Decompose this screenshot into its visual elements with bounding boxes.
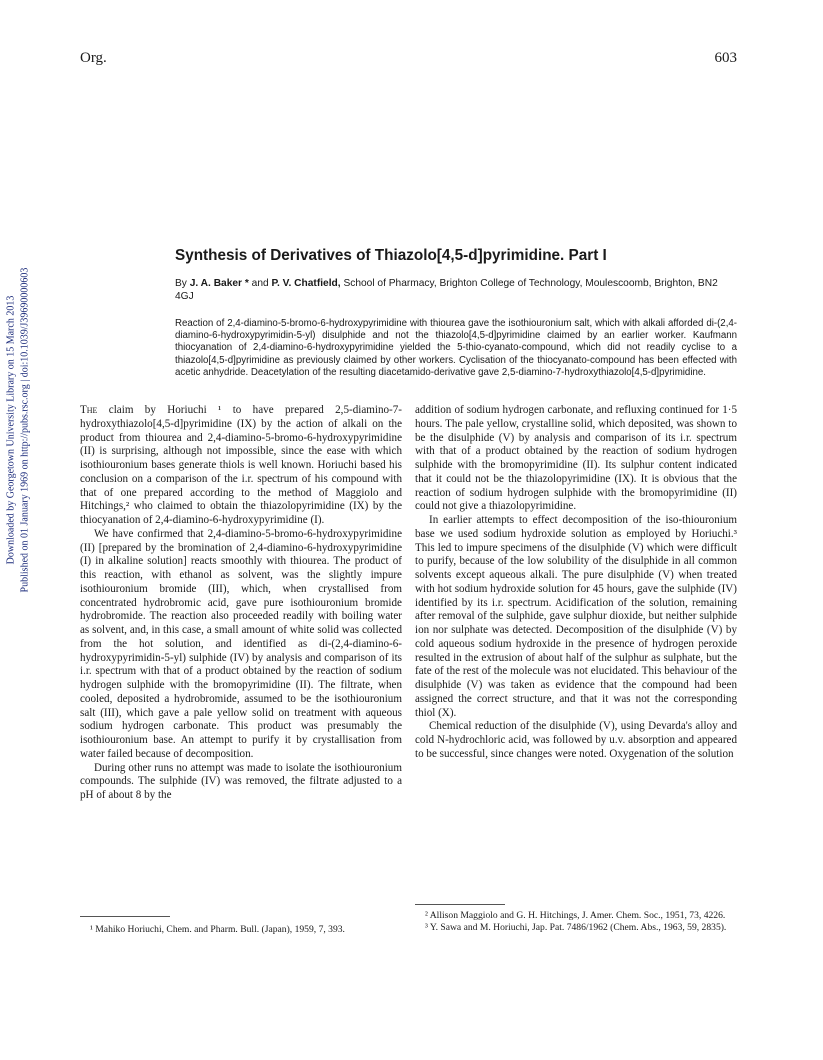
download-notice: Downloaded by Georgetown University Library on 15 March 2013: [5, 295, 17, 565]
sidebar-citation: [0, 0, 36, 1060]
authors-prefix: By: [175, 278, 187, 289]
paragraph: addition of sodium hydrogen carbonate, and refluxing continued for 1·5 hours. The pale yellow, crystalline solid, which deposited, was shown to be the disulphide (V) by analysis and comparison of its i.r. spectrum with that of a product obtained by the reaction of sodium hydrogen sulphide with the bromopyrimidine (II). Its sulphur content indicated that it could not be the thiazolopyrimidine (IX). It is obvious that the reaction of sodium hydrogen sulphide with the bromopyrimidine (II) could not give a thiazolopyrimidine.: [415, 404, 737, 513]
author-name: J. A. Baker *: [189, 278, 249, 289]
authors-conjunction: and: [251, 278, 269, 289]
author-name: P. V. Chatfield,: [271, 278, 341, 289]
publication-notice[interactable]: Published on 01 January 1969 on http://pubs.rsc.org | doi:10.1039/J39690000603: [19, 267, 31, 593]
body-column-right: [415, 404, 737, 762]
paragraph: In earlier attempts to effect decomposition of the iso-thiouronium base we used sodium hydroxide solution as employed by Horiuchi.³ This led to impure specimens of the disulphide (V) which were difficult to purify, because of the low solubility of the disulphide in all common solvents except aqueous alkali. The pure disulphide (V) when treated with hot sodium hydroxide solution for 45 hours, gave the sulphide (IV) identified by its i.r. spectrum. Acidification of the solution, remaining after removal of the sulphide, gave sulphur dioxide, but neither sulphide ion nor sulphate was detected. Decomposition of the disulphide (V) by cold aqueous sodium hydroxide in the presence of hydrogen peroxide resulted in the extrusion of about half of the sulphur as sulphate, but the fate of the rest of the molecule was not elucidated. This behaviour of the disulphide (V) was taken as evidence that the compound had been assigned the correct structure, and that it was not the corresponding thiol (X).: [415, 514, 737, 719]
footnote: ¹ Mahiko Horiuchi, Chem. and Pharm. Bull. (Japan), 1959, 7, 393.: [90, 924, 345, 935]
paragraph: Chemical reduction of the disulphide (V), using Devarda's alloy and cold N-hydrochloric acid, was followed by u.v. absorption and appeared to be successful, since changes were noted. Oxygenation of the solution: [415, 720, 737, 760]
abstract: Reaction of 2,4-diamino-5-bromo-6-hydroxypyrimidine with thiourea gave the isothiouronium salt, which with alkali afforded di-(2,4-diamino-6-hydroxypyrimidin-5-yl) disulphide and not the thiazolo[4,5-d]pyrimidine claimed by an earlier worker. Kaufmann thiocyanation of 2,4-diamino-6-hydroxypyrimidine yielded the 5-thio-cyanato-compound, which did not readily cyclise to a thiazolo[4,5-d]pyrimidine as previously claimed by other workers. Cyclisation of the thiocyanato-compound has been effected with acetic anhydride. Deacetylation of the resulting diacetamido-derivative gave 2,5-diamino-7-hydroxythiazolo[4,5-d]pyrimidine.: [175, 318, 737, 378]
paragraph: The claim by Horiuchi ¹ to have prepared 2,5-diamino-7-hydroxythiazolo[4,5-d]pyrimidine (IX) by the action of alkali on the product from thiourea and 2,4-diamino-5-bromo-6-hydroxypyrimidine (II) is surprising, although not impossible, since the ease with which isothiouronium bases generate thiols is well known. Horiuchi based his conclusion on a comparison of the i.r. spectrum of his compound with that of one prepared according to the method of Maggiolo and Hitchings,² who claimed to obtain the thiazolopyrimidine (IX) by the thiocyanation of 2,4-diamino-6-hydroxypyrimidine (I).: [80, 404, 402, 526]
paragraph-lead: The: [80, 404, 98, 416]
footnote-left: [80, 924, 402, 936]
page-number: 603: [714, 50, 737, 66]
body-column-left: [80, 404, 402, 803]
footnote: ² Allison Maggiolo and G. H. Hitchings, J. Amer. Chem. Soc., 1951, 73, 4226.: [425, 910, 726, 921]
footnote-rule: [80, 916, 170, 917]
footnote-rule: [415, 904, 505, 905]
article-title: Synthesis of Derivatives of Thiazolo[4,5-d]pyrimidine. Part I: [175, 247, 607, 264]
footnote-right: [415, 910, 737, 934]
footnote: ³ Y. Sawa and M. Horiuchi, Jap. Pat. 7486/1962 (Chem. Abs., 1963, 59, 2835).: [425, 921, 727, 933]
paragraph: We have confirmed that 2,4-diamino-5-bromo-6-hydroxypyrimidine (II) [prepared by the bromination of 2,4-diamino-6-hydroxypyrimidine (I) in alkaline solution] reacts smoothly with thiourea. The product of this reaction, with ethanol as solvent, was the slightly impure isothiouronium bromide (III), which, when crystallised from concentrated hydrobromic acid, gave pure isothiouronium bromide hydrobromide. The reaction also proceeded readily with boiling water as solvent, and, in this case, a small amount of white solid was collected from the hot solution, and identified as di-(2,4-diamino-6-hydroxypyrimidin-5-yl) sulphide (IV) by analysis and comparison of its i.r. spectrum with that of a product obtained by the reaction of sodium hydrogen sulphide with the bromopyrimidine (II). The filtrate, when cooled, deposited a hydrobromide, assumed to be the isothiouronium salt (III), which gave a pale yellow solid on treatment with aqueous sodium hydrogen carbonate. This product was presumably the isothiouronium base. An attempt to purify it by crystallisation from water failed because of decomposition.: [80, 527, 402, 760]
journal-section-label: Org.: [80, 50, 107, 66]
author-line: [175, 277, 737, 303]
affiliation: School of Pharmacy, Brighton College of Technology, Moulescoomb, Brighton, BN2 4GJ: [175, 278, 718, 302]
paragraph: During other runs no attempt was made to isolate the isothiouronium compounds. The sulphide (IV) was removed, the filtrate adjusted to a pH of about 8 by the: [80, 761, 402, 801]
